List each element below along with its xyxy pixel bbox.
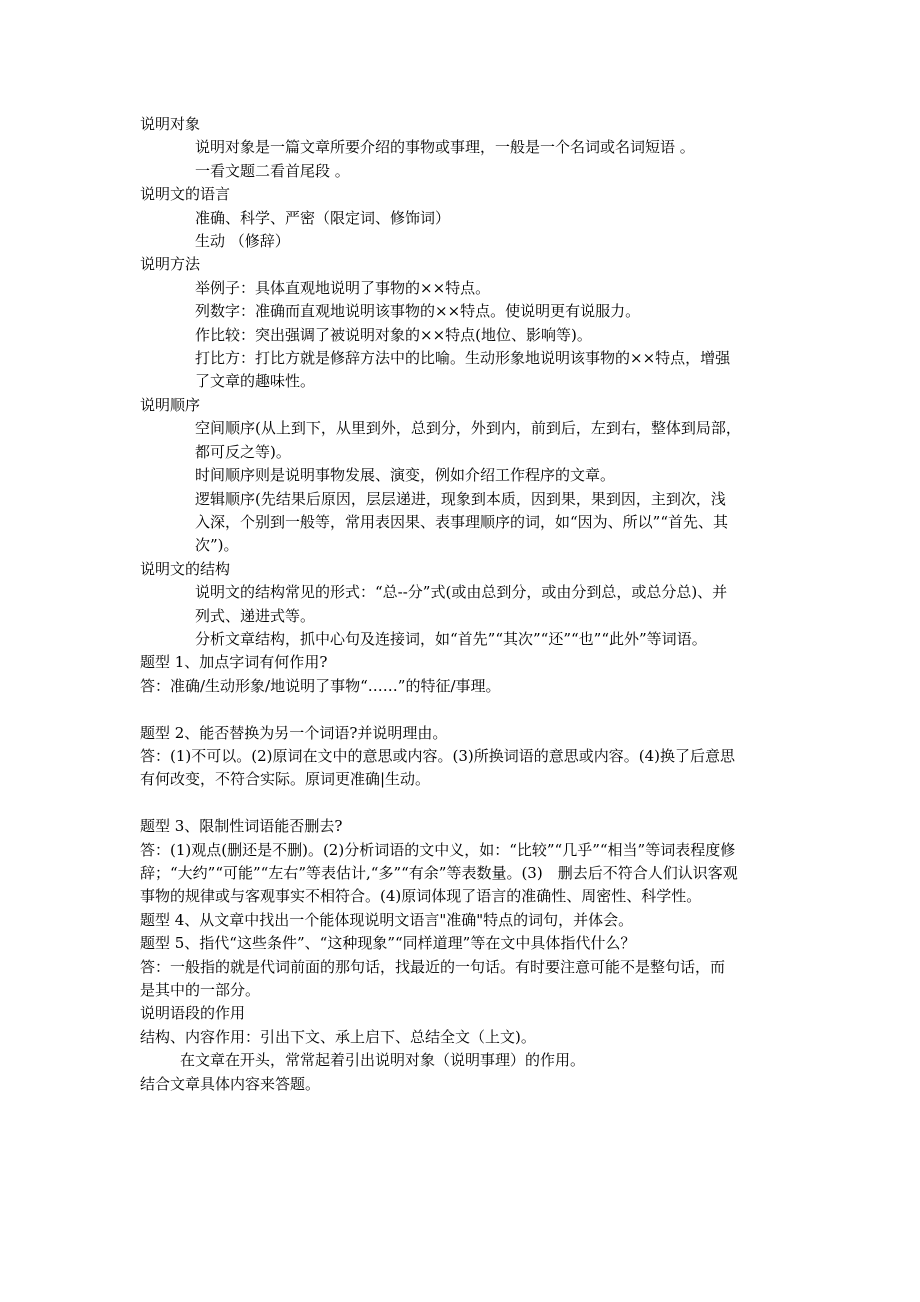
question-5: 题型 5、指代“这些条件”、“这种现象”“同样道理”等在文中具体指代什么？ <box>140 934 636 953</box>
order-logic-cont: 入深，个别到一般等，常用表因果、表事理顺序的词，如“因为、所以”“首先、其 <box>195 512 729 531</box>
language-accurate: 准确、科学、严密（限定词、修饰词） <box>195 208 451 227</box>
answer-3-cont: 辞；“大约”“可能”“左右”等表估计,“多”“有余”等表数量。(3) 删去后不符合人们认识客观 <box>140 863 738 882</box>
structure-forms-cont: 列式、递进式等。 <box>195 606 316 625</box>
blank-line <box>140 792 785 815</box>
paragraph-role-opening: 在文章在开头，常常起着引出说明对象（说明事理）的作用。 <box>180 1051 586 1070</box>
method-metaphor: 打比方：打比方就是修辞方法中的比喻。生动形象地说明该事物的××特点，增强 <box>195 349 731 368</box>
answer-5: 答：一般指的就是代词前面的那句话，找最近的一句话。有时要注意可能不是整句话，而 <box>140 957 726 976</box>
question-1: 题型 1、加点字词有何作用? <box>140 653 328 672</box>
heading-object: 说明对象 <box>140 115 201 133</box>
order-logic-end: 次”)。 <box>195 536 239 555</box>
method-compare: 作比较：突出强调了被说明对象的××特点(地位、影响等)。 <box>195 325 592 344</box>
heading-order: 说明顺序 <box>140 395 201 414</box>
heading-paragraph-role: 说明语段的作用 <box>140 1004 246 1023</box>
answer-5-cont: 是其中的一部分。 <box>140 981 261 999</box>
method-metaphor-cont: 了文章的趣味性。 <box>195 372 316 391</box>
document-page <box>140 113 785 1096</box>
paragraph-role-answer: 结合文章具体内容来答题。 <box>140 1074 321 1093</box>
answer-2: 答：(1)不可以。(2)原词在文中的意思或内容。(3)所换词语的意思或内容。(4)换了后意思 <box>140 746 735 765</box>
blank-line <box>140 698 785 721</box>
paragraph-role-structure: 结构、内容作用：引出下文、承上启下、总结全文（上文)。 <box>140 1027 536 1046</box>
answer-1: 答：准确/生动形象/地说明了事物“……”的特征/事理。 <box>140 676 501 695</box>
structure-forms: 说明文的结构常见的形式：“总--分”式(或由总到分，或由分到总，或总分总)、并 <box>195 583 728 602</box>
question-4: 题型 4、从文章中找出一个能体现说明文语言"准确"特点的词句，并体会。 <box>140 910 634 929</box>
method-example: 举例子：具体直观地说明了事物的××特点。 <box>195 278 491 297</box>
order-time: 时间顺序则是说明事物发展、演变，例如介绍工作程序的文章。 <box>195 466 616 485</box>
heading-language: 说明文的语言 <box>140 185 231 204</box>
order-logic: 逻辑顺序(先结果后原因，层层递进，现象到本质，因到果，果到因，主到次，浅 <box>195 489 726 508</box>
answer-3-end: 事物的规律或与客观事实不相符合。(4)原词体现了语言的准确性、周密性、科学性。 <box>140 887 702 906</box>
order-space: 空间顺序(从上到下，从里到外，总到分，外到内，前到后，左到右，整体到局部， <box>195 419 741 438</box>
heading-methods: 说明方法 <box>140 255 201 274</box>
question-2: 题型 2、能否替换为另一个词语?并说明理由。 <box>140 723 448 742</box>
answer-2-cont: 有何改变，不符合实际。原词更准确|生动。 <box>140 770 431 789</box>
heading-structure: 说明文的结构 <box>140 559 231 578</box>
object-tip: 一看文题二看首尾段 。 <box>195 161 350 180</box>
question-3: 题型 3、限制性词语能否删去? <box>140 817 343 836</box>
method-numbers: 列数字：准确而直观地说明该事物的××特点。使说明更有说服力。 <box>195 302 641 321</box>
structure-analysis: 分析文章结构，抓中心句及连接词，如“首先”“其次”“还”“也”“此外”等词语。 <box>195 629 707 648</box>
language-vivid: 生动 （修辞） <box>195 232 290 251</box>
answer-3: 答：(1)观点(删还是不删)。(2)分析词语的文中义，如：“比较”“几乎”“相当”等词表程度修 <box>140 840 736 859</box>
order-space-cont: 都可反之等)。 <box>195 442 291 461</box>
object-definition: 说明对象是一篇文章所要介绍的事物或事理，一般是一个名词或名词短语 。 <box>195 138 695 157</box>
